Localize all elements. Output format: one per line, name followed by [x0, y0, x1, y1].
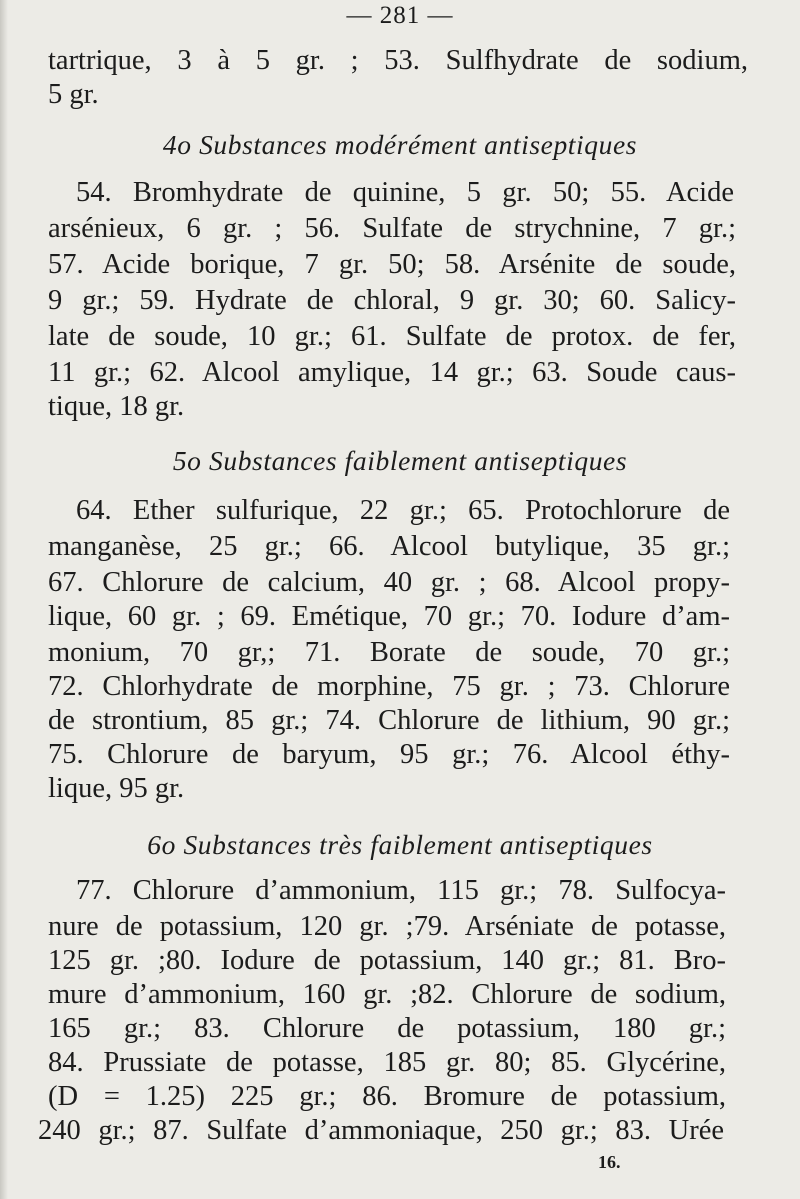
text-line-11: 64. Ether sulfurique, 22 gr.; 65. Protochlorure de — [76, 495, 730, 526]
text-line-2: 5 gr. — [48, 79, 99, 110]
text-line-7: 9 gr.; 59. Hydrate de chloral, 9 gr. 30; 60. Salicy- — [48, 285, 736, 316]
text-line-6: 57. Acide borique, 7 gr. 50; 58. Arsénite de soude, — [48, 249, 736, 280]
text-line-15: monium, 70 gr,; 71. Borate de soude, 70 gr.; — [48, 637, 730, 668]
text-line-20: 77. Chlorure d’ammonium, 115 gr.; 78. Sulfocya- — [76, 875, 726, 906]
text-line-27: 240 gr.; 87. Sulfate d’ammoniaque, 250 gr.; 83. Urée — [38, 1115, 724, 1146]
text-line-12: manganèse, 25 gr.; 66. Alcool butylique, 35 gr.; — [48, 531, 730, 562]
printer-signature-mark: 16. — [598, 1152, 621, 1172]
text-line-21: nure de potassium, 120 gr. ;79. Arséniate de potasse, — [48, 911, 726, 942]
text-line-25: 84. Prussiate de potasse, 185 gr. 80; 85. Glycérine, — [48, 1047, 726, 1078]
text-line-26: (D = 1.25) 225 gr.; 86. Bromure de potassium, — [48, 1081, 726, 1112]
page-edge-shadow — [0, 0, 8, 1199]
text-line-5: arsénieux, 6 gr. ; 56. Sulfate de strychnine, 7 gr.; — [48, 213, 736, 244]
text-line-13: 67. Chlorure de calcium, 40 gr. ; 68. Alcool propy- — [48, 567, 730, 598]
text-line-24: 165 gr.; 83. Chlorure de potassium, 180 gr.; — [48, 1013, 726, 1044]
page-number: — 281 — — [346, 2, 454, 29]
text-line-22: 125 gr. ;80. Iodure de potassium, 140 gr.; 81. Bro- — [48, 945, 726, 976]
section-heading-6: 6o Substances très faiblement antiseptiques — [147, 829, 653, 860]
section-heading-4: 4o Substances modérément antiseptiques — [162, 129, 638, 160]
text-line-14: lique, 60 gr. ; 69. Emétique, 70 gr.; 70. Iodure d’am- — [48, 601, 730, 632]
text-line-19: lique, 95 gr. — [48, 773, 185, 804]
text-line-8: late de soude, 10 gr.; 61. Sulfate de protox. de fer, — [48, 321, 736, 352]
text-line-16: 72. Chlorhydrate de morphine, 75 gr. ; 73. Chlorure — [48, 671, 730, 702]
text-line-23: mure d’ammonium, 160 gr. ;82. Chlorure de sodium, — [48, 979, 726, 1010]
section-heading-5: 5o Substances faiblement antiseptiques — [172, 445, 628, 476]
text-line-9: 11 gr.; 62. Alcool amylique, 14 gr.; 63. Soude caus- — [48, 357, 736, 388]
text-line-10: tique, 18 gr. — [48, 391, 185, 422]
text-line-1: tartrique, 3 à 5 gr. ; 53. Sulfhydrate de sodium, — [48, 45, 748, 76]
text-line-18: 75. Chlorure de baryum, 95 gr.; 76. Alcool éthy- — [48, 739, 730, 770]
text-line-4: 54. Bromhydrate de quinine, 5 gr. 50; 55. Acide — [76, 177, 734, 208]
text-line-17: de strontium, 85 gr.; 74. Chlorure de lithium, 90 gr.; — [48, 705, 730, 736]
